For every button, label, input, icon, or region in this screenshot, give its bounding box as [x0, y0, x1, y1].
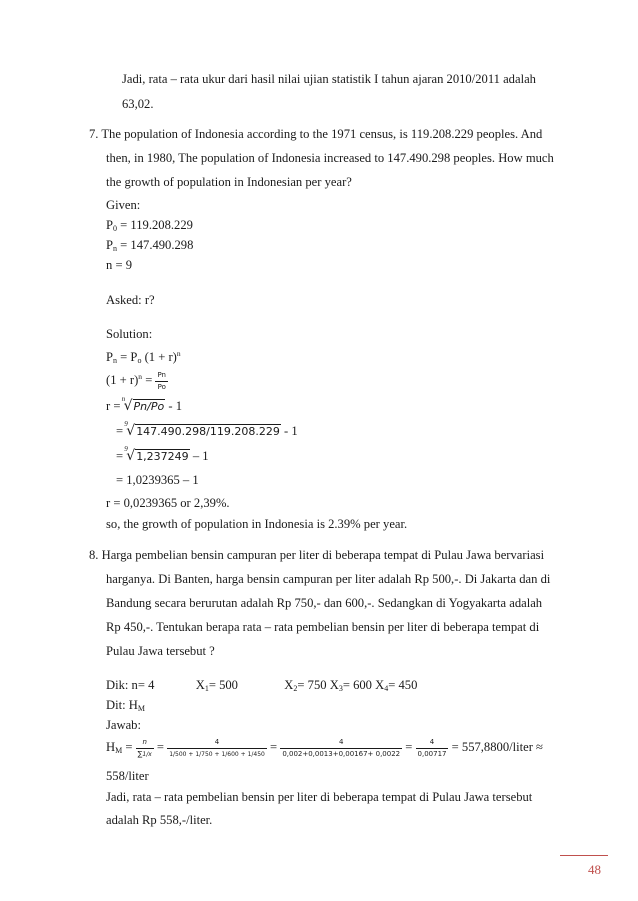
asked-line: Asked: r? [106, 293, 155, 307]
question-7-line: then, in 1980, The population of Indonesia increased to 147.490.298 peoples. How much [106, 151, 554, 165]
question-8-line: Pulau Jawa tersebut ? [106, 644, 215, 658]
nth-root: 9 √1,237249 [124, 445, 189, 464]
question-7-line: the growth of population in Indonesian per year? [106, 175, 352, 189]
formula-line: = 9 √147.490.298/119.208.229 - 1 [116, 420, 298, 439]
formula-line: r = 0,0239365 or 2,39%. [106, 496, 230, 510]
answer-label: Jawab: [106, 718, 141, 732]
question-8-line: harganya. Di Banten, harga bensin campuran per liter adalah Rp 500,-. Di Jakarta dan di [106, 572, 551, 586]
n-line: n = 9 [106, 258, 132, 272]
text-line: 63,02. [122, 97, 154, 111]
fraction: $\frac{4}{1/500 + 1/750 + 1/600 + 1/450}$ [169, 737, 265, 758]
conclusion-line: so, the growth of population in Indonesia is 2.39% per year. [106, 517, 408, 531]
p0-line: $P_0 = 119.208.229$ [106, 218, 193, 233]
question-8-line: Rp 450,-. Tentukan berapa rata – rata pembelian bensin per liter di beberapa tempat di [106, 620, 540, 634]
nth-root: 9 √147.490.298/119.208.229 [124, 420, 280, 439]
question-8-line: Bandung secara berurutan adalah Rp 750,- dan 600,-. Sedangkan di Yogyakarta adalah [106, 596, 543, 610]
question-8-line: 8. Harga pembelian bensin campuran per liter di beberapa tempat di Pulau Jawa bervariasi [89, 548, 545, 562]
pn-line: $P_n = 147.490.298$ [106, 238, 194, 253]
formula-line: $(1 + r)^n$ = $\frac{Pn}{Po}$ [106, 370, 166, 391]
given-label: Given: [106, 198, 141, 212]
conclusion-line: adalah Rp 558,-/liter. [106, 813, 213, 827]
solution-label: Solution: [106, 327, 153, 341]
result-line: 558/liter [106, 769, 149, 783]
page-number: 48 [588, 862, 601, 877]
fraction: $\frac{4}{0,00717}$ [417, 737, 447, 758]
conclusion-line: Jadi, rata – rata pembelian bensin per liter di beberapa tempat di Pulau Jawa tersebut [106, 790, 533, 804]
formula-line: r = n √Pn/Po - 1 [106, 395, 183, 414]
fraction: $\frac{4}{0,002+0,0013+0,00167+ 0,0022}$ [282, 737, 401, 758]
asked-line: Dit: $H_M$ [106, 698, 145, 713]
known-line: Dik: n= 4 $X_1= 500$ $X_2= 750$ $X_3= 600$ $X_4= 450$ [106, 678, 418, 693]
fraction: $\frac{n}{\sum 1/x}$ [137, 737, 152, 758]
text-line: Jadi, rata – rata ukur dari hasil nilai ujian statistik I tahun ajaran 2010/2011 adalah [122, 72, 536, 86]
nth-root: n √Pn/Po [121, 395, 165, 414]
fraction: $\frac{Pn}{Po}$ [157, 370, 166, 391]
harmonic-mean-formula: $H_M$ = $\frac{n}{\sum 1/x}$ = $\frac{4}{1/500 + 1/750 + 1/600 + 1/450}$ = $\frac{4}{0,002+0,0013+0,00167+ 0,0022}$ = $\frac{4}{0,00717}$ = 557,8800/liter ≈ [106, 737, 543, 758]
footer-rule [560, 855, 608, 856]
formula-line: = 1,0239365 – 1 [116, 473, 199, 487]
formula-line: $P_n = P_o$ $(1 + r)^n$ [106, 349, 181, 365]
question-7-line: 7. The population of Indonesia according to the 1971 census, is 119.208.229 peoples. And [89, 127, 543, 141]
formula-line: = 9 √1,237249 – 1 [116, 445, 209, 464]
